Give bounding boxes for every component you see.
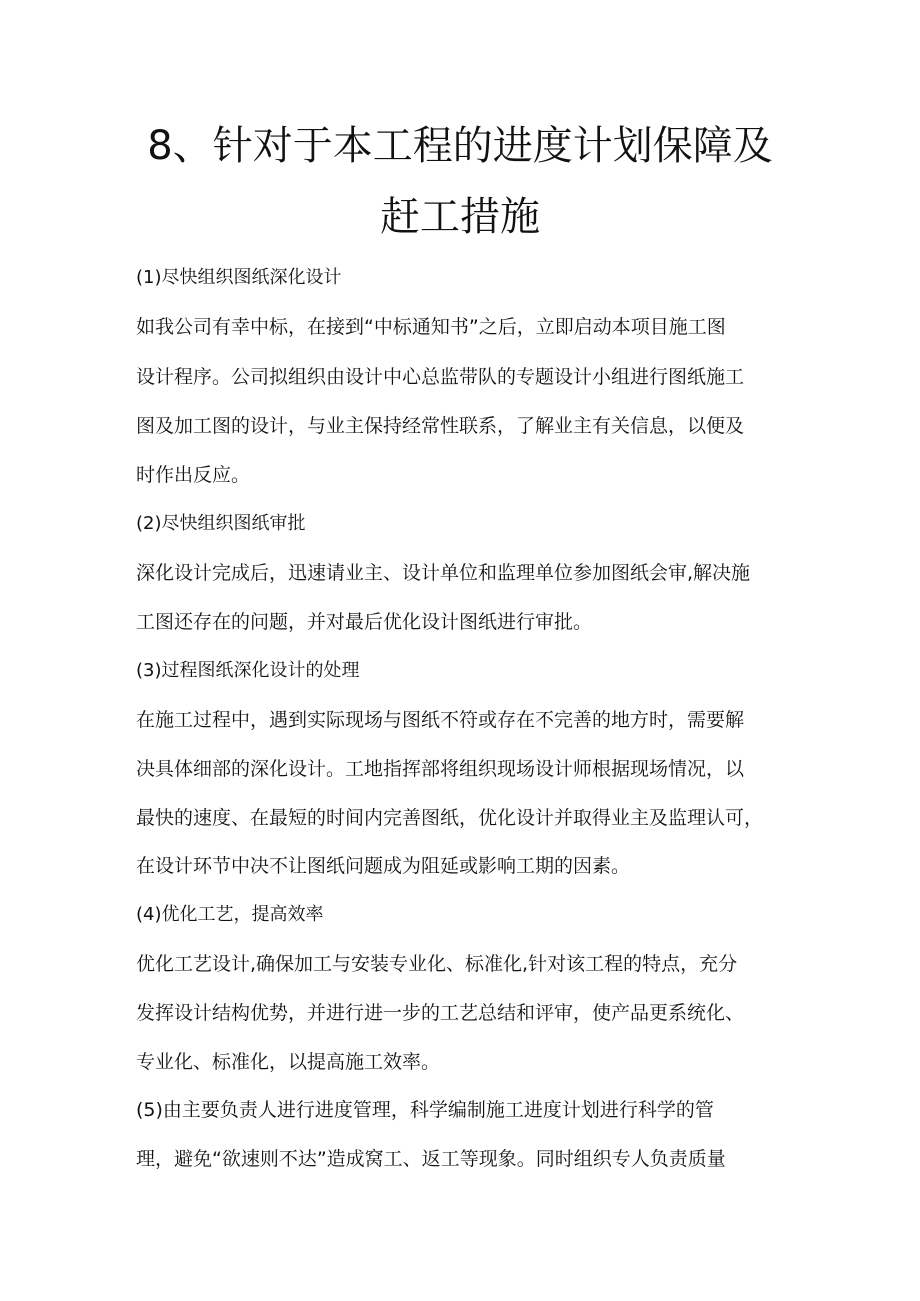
paragraph-line: 时作出反应。 <box>136 464 251 486</box>
paragraph-line: 发挥设计结构优势，并进行进一步的工艺总结和评审，使产品更系统化、 <box>136 1002 745 1024</box>
section-heading-3: (3)过程图纸深化设计的处理 <box>136 660 360 681</box>
section-heading-1: (1)尽快组织图纸深化设计 <box>136 267 342 288</box>
paragraph-line: 图及加工图的设计，与业主保持经常性联系，了解业主有关信息，以便及 <box>136 415 745 437</box>
paragraph-line: 工图还存在的问题，并对最后优化设计图纸进行审批。 <box>136 611 593 633</box>
section-heading-2: (2)尽快组织图纸审批 <box>136 513 306 534</box>
title-line-1: 8、针对于本工程的进度计划保障及 <box>147 123 773 169</box>
paragraph-line: 优化工艺设计,确保加工与安装专业化、标准化,针对该工程的特点，充分 <box>136 953 738 975</box>
paragraph-line: 如我公司有幸中标，在接到“中标通知书”之后，立即启动本项目施工图 <box>136 316 726 338</box>
paragraph-line: 理，避免“欲速则不达”造成窝工、返工等现象。同时组织专人负责质量 <box>136 1148 726 1170</box>
title-line-2: 赶工措施 <box>380 194 540 240</box>
section-heading-4: (4)优化工艺，提高效率 <box>136 904 324 925</box>
paragraph-line: 最快的速度、在最短的时间内完善图纸，优化设计并取得业主及监理认可， <box>136 807 764 829</box>
paragraph-line: 在设计环节中决不让图纸问题成为阻延或影响工期的因素。 <box>136 855 631 877</box>
paragraph-line: 深化设计完成后，迅速请业主、设计单位和监理单位参加图纸会审,解决施 <box>136 562 751 584</box>
paragraph-line: 专业化、标准化，以提高施工效率。 <box>136 1051 441 1073</box>
paragraph-line: 设计程序。公司拟组织由设计中心总监带队的专题设计小组进行图纸施工 <box>136 366 745 388</box>
paragraph-line: 决具体细部的深化设计。工地指挥部将组织现场设计师根据现场情况，以 <box>136 758 745 780</box>
paragraph-line: 在施工过程中，遇到实际现场与图纸不符或存在不完善的地方时，需要解 <box>136 709 745 731</box>
section-heading-5: (5)由主要负责人进行进度管理，科学编制施工进度计划进行科学的管 <box>136 1099 714 1121</box>
